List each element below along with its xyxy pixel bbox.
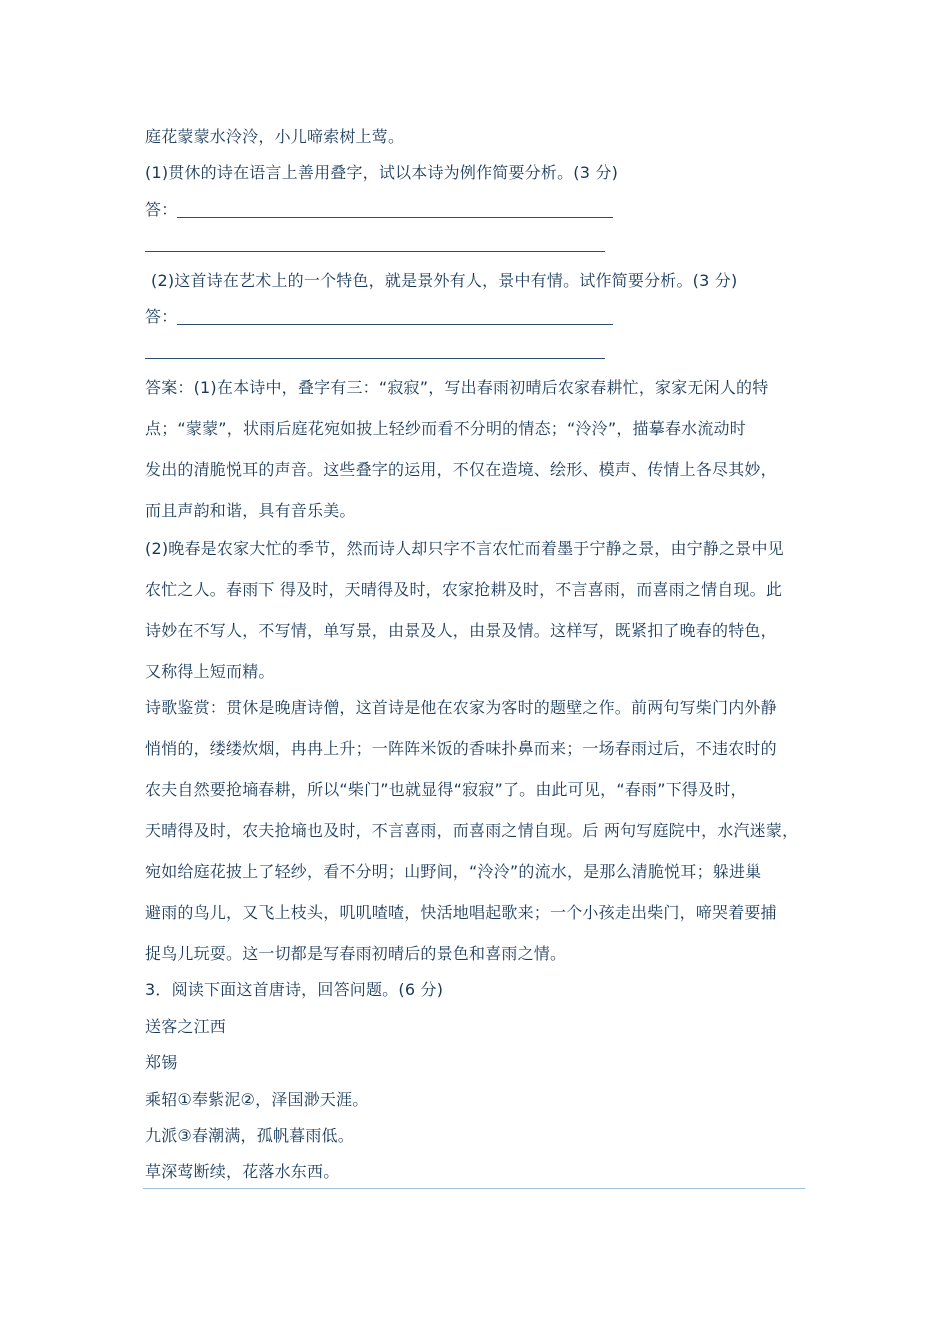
- appreciation-line: 悄悄的，缕缕炊烟，冉冉上升；一阵阵米饭的香味扑鼻而来；一场春雨过后，不违农时的: [145, 739, 777, 758]
- appreciation-line: 避雨的鸟儿，又飞上枝头，叽叽喳喳，快活地唱起歌来；一个小孩走出柴门，啼哭着要捕: [145, 903, 777, 922]
- question-3: 3．阅读下面这首唐诗，回答问题。(6 分): [145, 980, 444, 999]
- poem-line: 草深莺断续，花落水东西。: [145, 1162, 340, 1181]
- question-2: (2)这首诗在艺术上的一个特色，就是景外有人，景中有情。试作简要分析。(3 分): [151, 271, 738, 290]
- poem-line: 庭花蒙蒙水泠泠，小儿啼索树上莺。: [145, 127, 405, 146]
- answer-1-line: 发出的清脆悦耳的声音。这些叠字的运用，不仅在造境、绘形、模声、传情上各尽其妙，: [145, 460, 777, 479]
- answer-2-line: (2)晚春是农家大忙的季节，然而诗人却只字不言农忙而着墨于宁静之景，由宁静之景中见: [145, 539, 784, 558]
- poem-author: 郑锡: [145, 1053, 178, 1072]
- answer-2-line: 又称得上短而精。: [145, 662, 275, 681]
- answer-1-line: 答案：(1)在本诗中，叠字有三：“寂寂”，写出春雨初晴后农家春耕忙，家家无闲人的特: [145, 378, 769, 397]
- answer-label: 答：: [145, 307, 178, 326]
- answer-blank-line: [177, 324, 613, 325]
- answer-blank-line: [177, 217, 613, 218]
- answer-label: 答：: [145, 200, 178, 219]
- appreciation-line: 农夫自然要抢墒春耕，所以“柴门”也就显得“寂寂”了。由此可见，“春雨”下得及时，: [145, 780, 747, 799]
- poem-line: 乘轺①奉紫泥②，泽国渺天涯。: [145, 1090, 369, 1109]
- appreciation-line: 诗歌鉴赏：贯休是晚唐诗僧，这首诗是他在农家为客时的题壁之作。前两句写柴门内外静: [145, 698, 777, 717]
- answer-1-line: 点；“蒙蒙”，状雨后庭花宛如披上轻纱而看不分明的情态；“泠泠”，描摹春水流动时: [145, 419, 746, 438]
- answer-2-line: 诗妙在不写人，不写情，单写景，由景及人，由景及情。这样写，既紧扣了晚春的特色，: [145, 621, 777, 640]
- answer-blank-line: [145, 251, 605, 252]
- appreciation-line: 天晴得及时，农夫抢墒也及时，不言喜雨，而喜雨之情自现。后 两句写庭院中，水汽迷蒙，: [145, 821, 799, 840]
- poem-line: 九派③春潮满，孤帆暮雨低。: [145, 1126, 354, 1145]
- footer-divider: [143, 1188, 805, 1189]
- appreciation-line: 宛如给庭花披上了轻纱，看不分明；山野间，“泠泠”的流水，是那么清脆悦耳；躲进巢: [145, 862, 762, 881]
- appreciation-line: 捉鸟儿玩耍。这一切都是写春雨初晴后的景色和喜雨之情。: [145, 944, 567, 963]
- answer-2-line: 农忙之人。春雨下 得及时，天晴得及时，农家抢耕及时，不言喜雨，而喜雨之情自现。此: [145, 580, 783, 599]
- question-1: (1)贯休的诗在语言上善用叠字，试以本诗为例作简要分析。(3 分): [145, 163, 619, 182]
- answer-blank-line: [145, 358, 605, 359]
- poem-title: 送客之江西: [145, 1017, 227, 1036]
- answer-1-line: 而且声韵和谐，具有音乐美。: [145, 501, 356, 520]
